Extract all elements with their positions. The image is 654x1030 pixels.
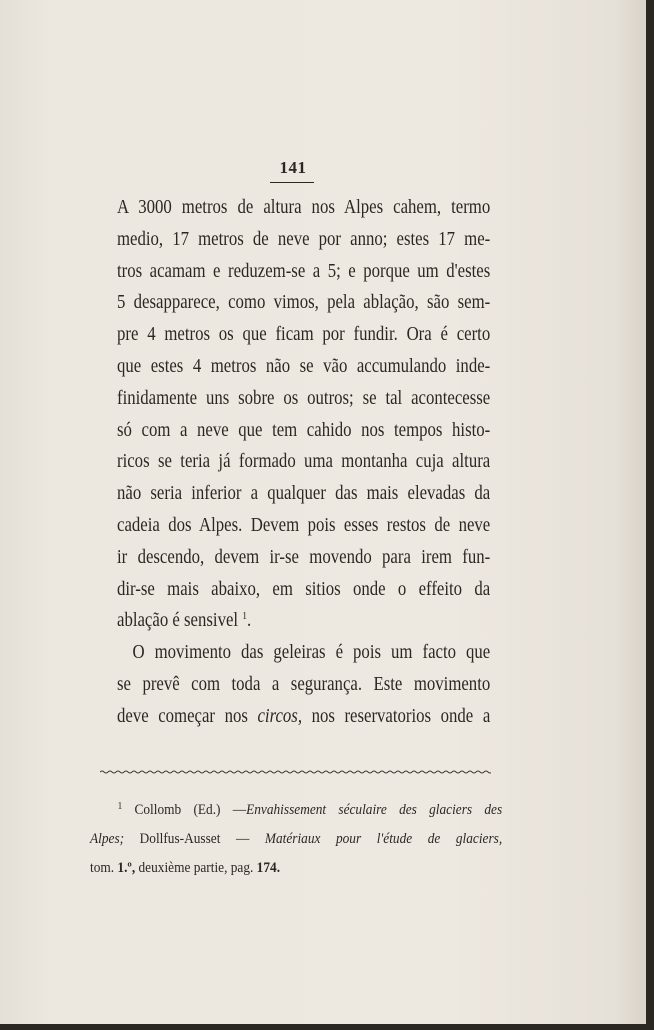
footnote-title: Alpes; [90, 831, 125, 847]
italic-term: circos, [257, 705, 303, 727]
footnote-author: Collomb (Ed.) — [134, 802, 247, 818]
body-line: dir-se mais abaixo, em sitios onde o effeito da [117, 578, 491, 600]
paragraph-line [117, 701, 490, 733]
body-line: pre 4 metros os que ficam por fundir. Ora é certo [117, 324, 491, 346]
page-number: 141 [279, 158, 307, 177]
paragraph-text: deve começar nos [117, 705, 248, 727]
footnote-line [90, 825, 502, 854]
body-line-last: ablação é sensivel $^1$. [117, 610, 252, 632]
paragraph-text: nos reservatorios onde a [311, 705, 491, 727]
body-line: cadeia dos Alpes. Devem pois esses restos de neve [117, 514, 491, 536]
footnote-volume-label: tom. [90, 860, 115, 876]
body-line: só com a neve que tem cahido nos tempos histo- [117, 419, 491, 441]
body-line: medio, 17 metros de neve por anno; estes 17 me- [117, 228, 491, 250]
page-number-rule [270, 182, 314, 183]
body-line-text: ablação é sensivel [117, 610, 239, 632]
body-line: finidamente uns sobre os outros; se tal acontecesse [117, 387, 491, 409]
paragraph-line: se prevê com toda a segurança. Este movimento [117, 673, 491, 695]
paragraph-line: O movimento das geleiras é pois um facto que [132, 642, 491, 664]
body-line: não seria inferior a qualquer das mais elevadas da [117, 483, 491, 505]
body-line: ricos se teria já formado uma montanha cuja altura [117, 451, 491, 473]
footnote-title: Envahissement séculaire des glaciers des [246, 802, 503, 818]
footnote-volume: 1.º, [117, 860, 136, 876]
body-line: que estes 4 metros não se vão accumulando inde- [117, 355, 491, 377]
body-text [117, 192, 490, 733]
body-line: ir descendo, devem ir-se movendo para irem fun- [117, 546, 491, 568]
footnote-reference: 1 [242, 610, 247, 623]
footnote-marker: 1 [117, 801, 123, 812]
footnote-part: deuxième partie, pag. [138, 860, 254, 876]
body-line: 5 desapparece, como vimos, pela ablação, são sem- [117, 292, 491, 314]
footnote-wavy-rule [100, 770, 491, 774]
footnotes [90, 796, 502, 883]
footnote-page: 174. [256, 860, 281, 876]
footnote-line [90, 854, 502, 883]
footnote-author: Dollfus-Ausset — [139, 831, 250, 847]
footnote-line [90, 796, 502, 825]
footnote-title: Matériaux pour l'étude de glaciers, [264, 831, 503, 847]
body-line: A 3000 metros de altura nos Alpes cahem, termo [117, 197, 491, 218]
body-line: tros acamam e reduzem-se a 5; e porque um d'estes [117, 260, 491, 282]
